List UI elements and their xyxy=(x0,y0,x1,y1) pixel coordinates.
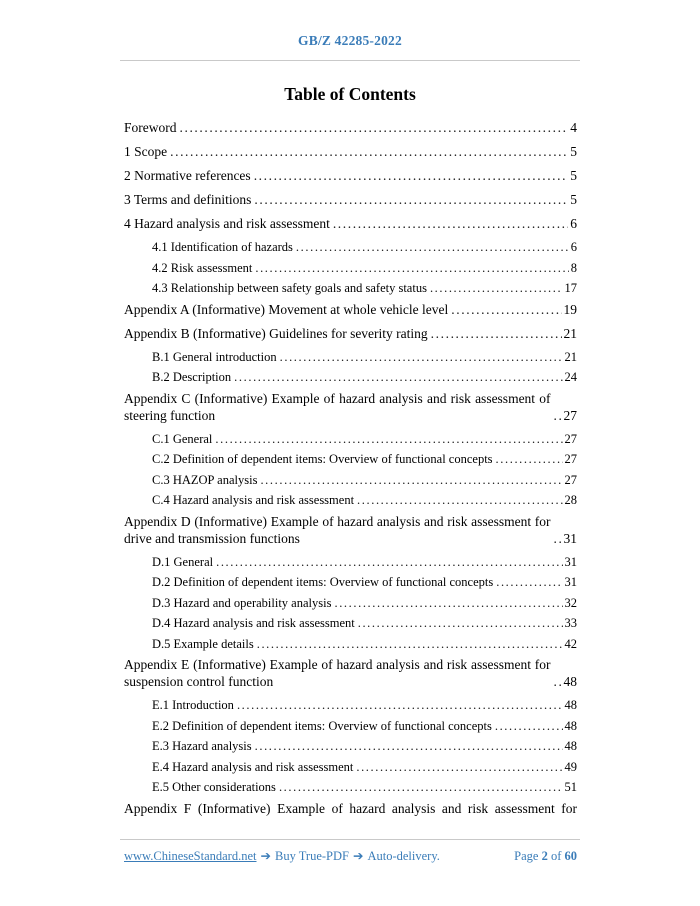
toc-entry xyxy=(124,636,577,652)
page-footer xyxy=(124,848,577,864)
toc-title: Table of Contents xyxy=(284,84,416,104)
dot-leader xyxy=(430,280,563,296)
dot-leader xyxy=(496,574,562,590)
of-label: of xyxy=(550,849,562,863)
toc-page-number: 49 xyxy=(564,759,577,774)
toc-entry-text: E.1 Introduction xyxy=(152,698,234,712)
toc-page-number: 48 xyxy=(564,739,577,753)
dot-leader xyxy=(296,239,569,255)
toc-page-number: 31 xyxy=(564,554,577,569)
toc-entry-text: E.3 Hazard analysis xyxy=(152,739,252,753)
toc-entry xyxy=(124,513,577,547)
standard-number: GB/Z 42285-2022 xyxy=(298,33,402,48)
toc-entry-text: 1 Scope xyxy=(124,144,168,159)
page-indicator xyxy=(514,849,577,864)
dot-leader xyxy=(431,325,562,342)
dot-leader xyxy=(215,431,562,447)
toc-entry xyxy=(124,492,577,508)
toc-page-number: 17 xyxy=(564,281,577,295)
toc-entry xyxy=(124,301,577,318)
toc-entry xyxy=(124,167,577,184)
toc-entry-text: Foreword xyxy=(124,120,177,135)
dot-leader xyxy=(451,301,561,318)
total-page-count: 60 xyxy=(564,849,577,863)
toc-page-number: 31 xyxy=(564,575,577,589)
toc-entry-text: D.4 Hazard analysis and risk assessment xyxy=(152,616,355,630)
toc-page-number: 48 xyxy=(564,718,577,733)
toc-entry-text: Appendix A (Informative) Movement at whole vehicle level xyxy=(124,301,449,317)
toc-entry xyxy=(124,697,577,713)
toc-entry xyxy=(124,554,577,570)
dot-leader xyxy=(234,369,562,385)
toc-entry-text: D.2 Definition of dependent items: Overview of functional concepts xyxy=(152,575,494,589)
dot-leader xyxy=(334,595,562,611)
toc-entry xyxy=(124,574,577,590)
auto-delivery-label: Auto-delivery. xyxy=(367,849,440,863)
toc-page-number: 21 xyxy=(564,349,577,364)
toc-entry xyxy=(124,215,577,232)
buy-pdf-label: Buy True-PDF xyxy=(274,849,349,863)
toc-entry-text: D.1 General xyxy=(152,554,214,569)
dot-leader xyxy=(358,615,563,631)
current-page-number: 2 xyxy=(541,849,548,863)
dot-leader xyxy=(495,718,563,734)
toc-entry xyxy=(124,800,577,817)
toc-page-number: 48 xyxy=(564,698,577,712)
toc-page-number: 21 xyxy=(563,325,577,341)
toc-entry xyxy=(124,718,577,734)
toc-page-number: 27 xyxy=(563,407,577,423)
toc-entry-text: B.2 Description xyxy=(152,370,232,384)
toc-page-number: 48 xyxy=(563,674,577,689)
toc-entry xyxy=(124,656,577,690)
toc-entry-text: 2 Normative references xyxy=(124,168,251,183)
toc-list xyxy=(124,119,577,824)
dot-leader xyxy=(257,636,563,652)
dot-leader xyxy=(260,472,562,488)
website-link[interactable]: www.ChineseStandard.net xyxy=(124,849,257,863)
toc-entry-text: E.4 Hazard analysis and risk assessment xyxy=(152,759,354,774)
toc-entry xyxy=(124,451,577,467)
toc-page-number: 27 xyxy=(564,452,577,466)
toc-entry xyxy=(124,595,577,611)
dot-leader xyxy=(255,260,568,276)
toc-page-number: 8 xyxy=(570,260,577,275)
toc-entry-text: C.2 Definition of dependent items: Overview of functional concepts xyxy=(152,452,493,466)
toc-page-number: 24 xyxy=(564,370,577,384)
dot-leader xyxy=(255,738,563,754)
dot-leader xyxy=(254,167,569,184)
toc-entry xyxy=(124,779,577,795)
toc-entry-text: Appendix E (Informative) Example of hazard analysis and risk assessment for suspension control function xyxy=(124,657,551,689)
toc-entry xyxy=(124,431,577,447)
toc-entry-text: Appendix C (Informative) Example of hazard analysis and risk assessment of steering function xyxy=(124,390,551,423)
toc-entry xyxy=(124,349,577,365)
dot-leader xyxy=(356,759,562,775)
toc-entry xyxy=(124,615,577,631)
toc-page-number: 31 xyxy=(563,530,577,546)
toc-entry-text: Appendix D (Informative) Example of hazard analysis and risk assessment for drive and transmission functions xyxy=(124,513,551,546)
dot-leader xyxy=(254,191,568,208)
toc-page-number: 5 xyxy=(570,168,577,183)
dot-leader xyxy=(280,349,563,365)
toc-page-number: 4 xyxy=(570,120,577,135)
toc-entry-text: Appendix B (Informative) Guidelines for severity rating xyxy=(124,325,428,341)
toc-entry-text: C.3 HAZOP analysis xyxy=(152,472,258,487)
dot-leader xyxy=(554,407,562,424)
dot-leader xyxy=(237,697,563,713)
toc-entry xyxy=(124,119,577,136)
footer-divider xyxy=(120,839,580,840)
toc-entry-text: 4.2 Risk assessment xyxy=(152,260,253,275)
toc-page-number: 27 xyxy=(564,472,577,487)
toc-entry-text: D.5 Example details xyxy=(152,636,254,651)
dot-leader xyxy=(216,554,562,570)
footer-links xyxy=(124,848,440,864)
toc-page-number: 19 xyxy=(563,301,577,317)
dot-leader xyxy=(496,451,563,467)
page-label: Page xyxy=(514,849,539,863)
toc-entry-text: E.5 Other considerations xyxy=(152,780,276,794)
toc-entry xyxy=(124,143,577,160)
header-divider xyxy=(120,60,580,61)
toc-entry xyxy=(124,759,577,775)
toc-entry-text: C.1 General xyxy=(152,431,213,446)
toc-page-number: 51 xyxy=(564,780,577,794)
toc-page-number: 5 xyxy=(570,192,577,207)
dot-leader xyxy=(357,492,562,508)
dot-leader xyxy=(554,673,562,690)
dot-leader xyxy=(170,143,568,160)
arrow-icon: ➔ xyxy=(352,849,364,863)
dot-leader xyxy=(333,215,568,232)
toc-page-number: 28 xyxy=(564,493,577,507)
toc-page-number: 27 xyxy=(564,431,577,446)
toc-entry-text: 4 Hazard analysis and risk assessment xyxy=(124,216,330,231)
toc-entry xyxy=(124,191,577,208)
toc-entry xyxy=(124,260,577,276)
toc-entry-text: 4.1 Identification of hazards xyxy=(152,240,293,254)
toc-entry-text: C.4 Hazard analysis and risk assessment xyxy=(152,493,355,507)
dot-leader xyxy=(279,779,563,795)
dot-leader xyxy=(180,119,569,136)
toc-entry xyxy=(124,390,577,424)
toc-page-number: 32 xyxy=(564,595,577,610)
toc-entry xyxy=(124,325,577,342)
toc-entry-text: E.2 Definition of dependent items: Overview of functional concepts xyxy=(152,718,492,733)
toc-page-number: 6 xyxy=(570,240,577,254)
toc-entry xyxy=(124,280,577,296)
toc-entry xyxy=(124,369,577,385)
toc-page-number: 42 xyxy=(564,636,577,651)
toc-entry-text: Appendix F (Informative) Example of hazard analysis and risk assessment for xyxy=(124,800,577,816)
toc-entry xyxy=(124,738,577,754)
toc-page-number: 33 xyxy=(564,616,577,630)
toc-entry xyxy=(124,472,577,488)
dot-leader xyxy=(554,530,562,547)
toc-page-number: 5 xyxy=(570,144,577,159)
toc-entry xyxy=(124,239,577,255)
toc-entry-text: B.1 General introduction xyxy=(152,349,277,364)
toc-entry-text: 4.3 Relationship between safety goals and safety status xyxy=(152,281,427,295)
arrow-icon: ➔ xyxy=(260,849,271,863)
toc-page-number: 6 xyxy=(570,216,577,231)
toc-entry-text: 3 Terms and definitions xyxy=(124,192,252,207)
toc-entry-text: D.3 Hazard and operability analysis xyxy=(152,595,332,610)
